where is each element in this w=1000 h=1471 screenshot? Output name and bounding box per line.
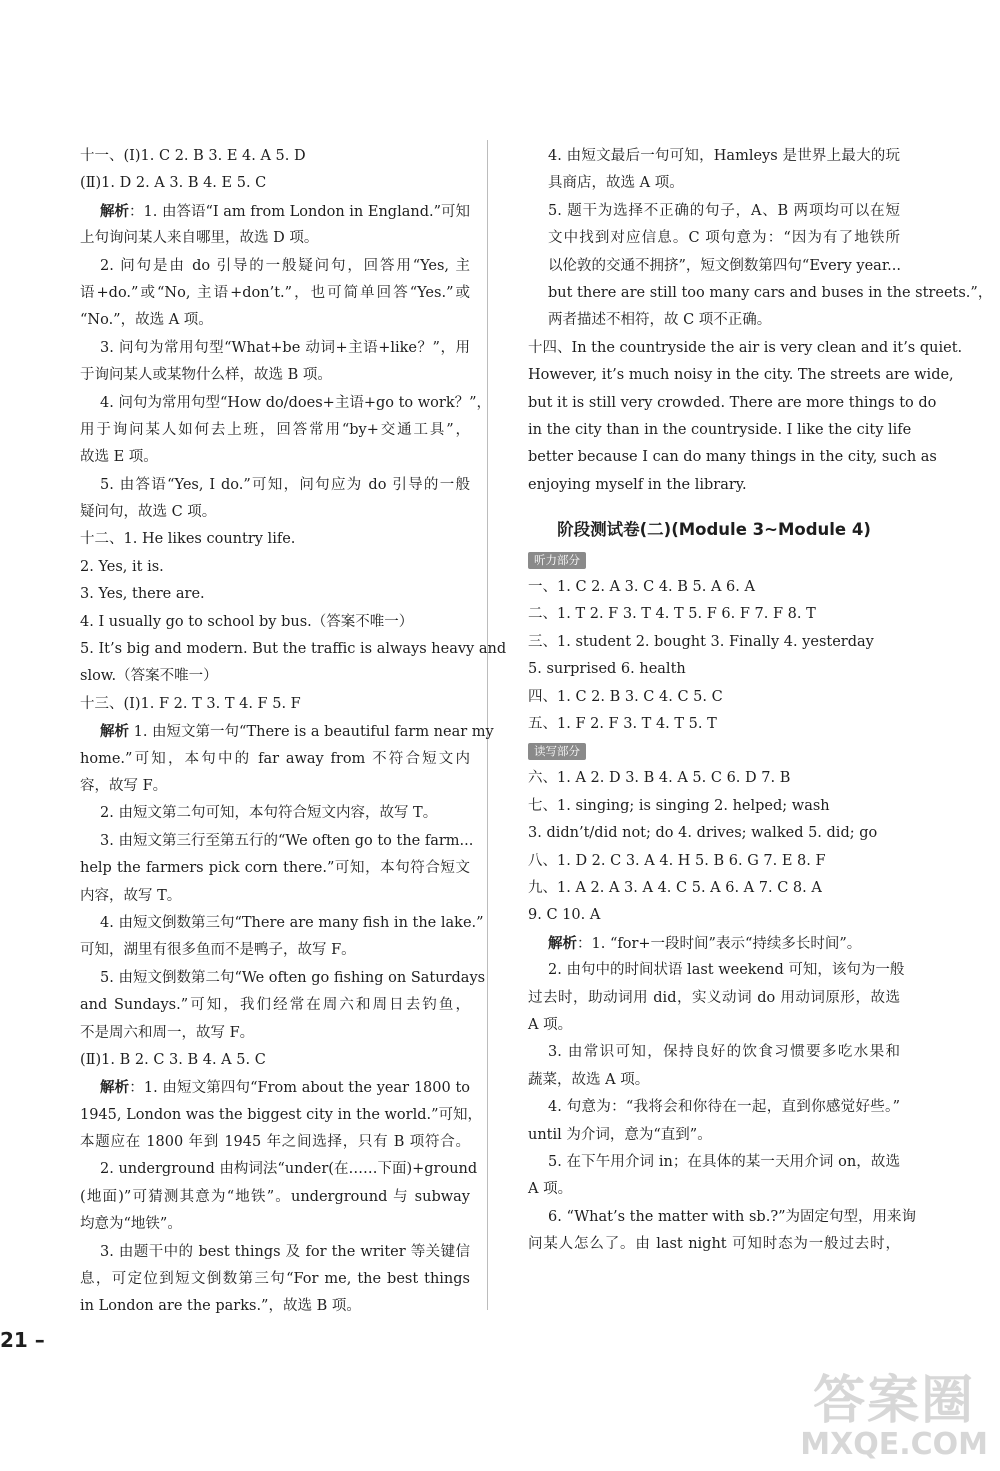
text-line	[80, 855, 470, 882]
text-line	[528, 198, 900, 225]
line-text: 内容，故写 T。	[80, 887, 182, 904]
line-text: 五、1. F 2. F 3. T 4. T 5. T	[528, 716, 717, 733]
line-text: but it is still very crowded. There are more things to do	[528, 394, 937, 411]
line-text: 容，故写 F。	[80, 777, 168, 794]
text-line	[80, 828, 474, 855]
line-text: 十一、(Ⅰ)1. C 2. B 3. E 4. A 5. D	[80, 148, 306, 164]
line-text: 故选 E 项。	[80, 449, 158, 466]
text-line	[80, 1047, 470, 1074]
analysis-label: 解析	[100, 723, 129, 741]
line-text: 疑问句，故选 C 项。	[80, 504, 217, 521]
line-text: 可知，湖里有很多鱼而不是鸭子，故写 F。	[80, 942, 356, 959]
listening-answers	[528, 574, 900, 738]
line-text: 上句询问某人来自哪里，故选 D 项。	[80, 230, 319, 247]
text-line	[80, 1293, 470, 1320]
text-line	[80, 526, 470, 553]
text-line	[80, 773, 470, 800]
text-line	[528, 902, 900, 929]
text-line	[80, 170, 470, 197]
line-text: home.”可知，本句中的 far away from 不符合短文内	[80, 750, 470, 767]
line-text: 3. 由题干中的 best things 及 for the writer 等关键信	[100, 1243, 470, 1260]
line-text: 八、1. D 2. C 3. A 4. H 5. B 6. G 7. E 8. F	[528, 852, 826, 869]
line-text: 2. 问句是由 do 引导的一般疑问句，回答用“Yes, 主	[100, 257, 470, 274]
text-line	[80, 307, 470, 334]
text-line	[80, 937, 470, 964]
left-column	[80, 143, 507, 1321]
watermark	[800, 1373, 988, 1461]
text-line	[80, 883, 470, 910]
line-text: 均意为“地铁”。	[80, 1216, 182, 1233]
line-text: 十二、1. He likes country life.	[80, 531, 296, 548]
text-line	[80, 910, 484, 937]
text-line	[80, 472, 470, 499]
text-line	[528, 1012, 900, 1039]
line-text: 4. I usually go to school by bus.（答案不唯一）	[80, 613, 414, 630]
text-line	[80, 1184, 470, 1211]
line-text: better because I can do many things in the city, such as	[528, 449, 937, 466]
line-text: 七、1. singing; is singing 2. helped; wash	[528, 797, 830, 814]
text-line	[80, 253, 470, 280]
text-line	[528, 985, 900, 1012]
line-text: in London are the parks.”，故选 B 项。	[80, 1298, 361, 1315]
listening-section-tag: 听力部分	[528, 552, 586, 569]
line-text: 具商店，故选 A 项。	[548, 175, 684, 192]
text-line	[528, 793, 900, 820]
text-line	[528, 335, 963, 362]
line-text: 一、1. C 2. A 3. C 4. B 5. A 6. A	[528, 579, 755, 596]
text-line	[80, 335, 470, 362]
answer-continuation	[528, 143, 993, 499]
text-line	[80, 581, 470, 608]
watermark-url: MXQE.COM	[800, 1427, 988, 1462]
text-line	[80, 636, 507, 663]
text-line	[528, 1094, 900, 1121]
line-text: 9. C 10. A	[528, 907, 601, 924]
line-text: 四、1. C 2. B 3. C 4. C 5. C	[528, 688, 723, 705]
reading-writing-answers	[528, 765, 917, 1258]
text-line	[528, 875, 900, 902]
line-text: 5. 由短文倒数第二句“We often go fishing on Saturdays	[100, 969, 486, 986]
line-text: 本题应在 1800 年到 1945 年之间选择，只有 B 项符合。	[80, 1134, 470, 1151]
line-text: A 项。	[528, 1016, 573, 1033]
text-line	[528, 574, 900, 601]
right-column	[528, 143, 993, 1258]
line-text: help the farmers pick corn there.”可知，本句符合短文	[80, 860, 470, 877]
line-text: 2. underground 由构词法“under(在……下面)+ground	[100, 1161, 478, 1178]
text-line	[80, 280, 470, 307]
text-line	[80, 718, 494, 745]
text-line	[528, 390, 937, 417]
text-line	[80, 1020, 470, 1047]
text-line	[80, 225, 470, 252]
text-line	[528, 601, 900, 628]
text-line	[80, 609, 470, 636]
line-text: (Ⅱ)1. B 2. C 3. B 4. A 5. C	[80, 1051, 266, 1068]
text-line	[528, 1231, 900, 1258]
line-text: ：1. 由短文第四句“From about the year 1800 to	[129, 1080, 470, 1097]
line-text: 3. Yes, there are.	[80, 586, 205, 603]
text-line	[80, 390, 492, 417]
text-line	[528, 472, 900, 499]
line-text: 过去时，助动词用 did，实义动词 do 用动词原形，故选	[528, 989, 900, 1006]
text-line	[528, 1176, 900, 1203]
line-text: but there are still too many cars and buses in the streets.”，	[548, 284, 993, 301]
watermark-logo: 答案圈	[813, 1371, 976, 1431]
line-text: in the city than in the countryside. I like the city life	[528, 421, 912, 438]
line-text: 3. didn’t/did not; do 4. drives; walked 5. did; go	[528, 825, 878, 842]
line-text: 5. 由答语“Yes, I do.”可知，问句应为 do 引导的一般	[100, 476, 470, 493]
line-text: until 为介词，意为“直到”。	[528, 1126, 712, 1143]
line-text: slow.（答案不唯一）	[80, 668, 218, 685]
line-text: 5. surprised 6. health	[528, 661, 686, 678]
line-text: 九、1. A 2. A 3. A 4. C 5. A 6. A 7. C 8. A	[528, 879, 822, 896]
text-line	[80, 663, 470, 690]
text-line	[80, 198, 470, 225]
text-line	[528, 417, 912, 444]
line-text: 4. 句意为：“我将会和你待在一起，直到你感觉好些。”	[548, 1099, 900, 1116]
line-text: 用于询问某人如何去上班，回答常用“by+交通工具”，	[80, 421, 470, 438]
text-line	[528, 848, 900, 875]
text-line	[80, 1129, 470, 1156]
reading-writing-section-tag: 读写部分	[528, 743, 586, 760]
text-line	[528, 225, 900, 252]
text-line	[528, 765, 900, 792]
line-text: (地面)”可猜测其意为“地铁”。underground 与 subway	[80, 1188, 470, 1205]
line-text: 于询问某人或某物什么样，故选 B 项。	[80, 367, 332, 384]
line-text: 十四、In the countryside the air is very clean and it’s quiet.	[528, 339, 963, 356]
line-text: 4. 由短文倒数第三句“There are many fish in the lake.”	[100, 914, 484, 931]
text-line	[528, 656, 900, 683]
text-line	[528, 307, 900, 334]
text-line	[80, 1266, 470, 1293]
line-text: 两者描述不相符，故 C 项不正确。	[548, 312, 772, 329]
line-text: 蔬菜，故选 A 项。	[528, 1071, 650, 1088]
text-line	[528, 253, 900, 280]
section-title: 阶段测试卷(二)(Module 3~Module 4)	[557, 520, 871, 540]
line-text: 5. 题干为选择不正确的句子，A、B 两项均可以在短	[548, 202, 900, 219]
line-text: 1. 由短文第一句“There is a beautiful farm near my	[129, 724, 494, 741]
line-text: 2. Yes, it is.	[80, 558, 164, 575]
text-line	[528, 1122, 900, 1149]
line-text: and Sundays.”可知，我们经常在周六和周日去钓鱼，	[80, 997, 470, 1014]
text-line	[528, 957, 905, 984]
line-text: 4. 问句为常用句型“How do/does+主语+go to work？”，	[100, 394, 492, 411]
text-line	[80, 746, 470, 773]
line-text: 问某人怎么了。由 last night 可知时态为一般过去时，	[528, 1236, 900, 1253]
line-text: 1945, London was the biggest city in the world.”可知，	[80, 1106, 483, 1123]
text-line	[80, 362, 470, 389]
text-line	[528, 1204, 917, 1231]
text-line	[528, 711, 900, 738]
line-text: 6. “What’s the matter with sb.?”为固定句型，用来询	[548, 1208, 917, 1225]
line-text: (Ⅱ)1. D 2. A 3. B 4. E 5. C	[80, 175, 267, 192]
line-text: 息，可定位到短文倒数第三句“For me, the best things	[80, 1271, 470, 1288]
line-text: 文中找到对应信息。C 项句意为：“因为有了地铁所	[548, 230, 900, 247]
line-text: 3. 问句为常用句型“What+be 动词+主语+like？”，用	[100, 339, 470, 356]
text-line	[80, 444, 470, 471]
line-text: enjoying myself in the library.	[528, 476, 747, 493]
text-line	[80, 417, 470, 444]
text-line	[80, 1211, 470, 1238]
line-text: 以伦敦的交通不拥挤”，短文倒数第四句“Every year...	[548, 257, 901, 274]
line-text: 语+do.”或“No, 主语+don’t.”，也可简单回答“Yes.”或	[80, 284, 470, 301]
text-line	[528, 820, 900, 847]
line-text: A 项。	[528, 1181, 573, 1198]
line-text: However, it’s much noisy in the city. The streets are wide,	[528, 367, 954, 384]
text-line	[80, 965, 486, 992]
text-line	[80, 992, 470, 1019]
line-text: 十三、(Ⅰ)1. F 2. T 3. T 4. F 5. F	[80, 695, 301, 712]
text-line	[528, 280, 993, 307]
line-text: 5. 在下午用介词 in；在具体的某一天用介词 on，故选	[548, 1153, 900, 1170]
text-line	[80, 800, 470, 827]
line-text: 2. 由句中的时间状语 last weekend 可知，该句为一般	[548, 962, 905, 979]
line-text: 三、1. student 2. bought 3. Finally 4. yesterday	[528, 633, 874, 650]
line-text: 2. 由短文第二句可知，本句符合短文内容，故写 T。	[100, 805, 438, 822]
text-line	[528, 1067, 900, 1094]
line-text: ：1. 由答语“I am from London in England.”可知	[129, 203, 470, 220]
line-text: 5. It’s big and modern. But the traffic is always heavy and	[80, 641, 507, 658]
text-line	[528, 629, 900, 656]
line-text: “No.”，故选 A 项。	[80, 312, 213, 329]
line-text: 3. 由短文第三行至第五行的“We often go to the farm...	[100, 832, 474, 849]
text-line	[80, 143, 470, 170]
text-line	[528, 1149, 900, 1176]
analysis-label: 解析	[100, 202, 130, 220]
text-line	[528, 1039, 900, 1066]
analysis-label: 解析	[100, 1079, 130, 1097]
text-line	[80, 499, 470, 526]
text-line	[80, 1156, 478, 1183]
analysis-label: 解析	[548, 934, 577, 952]
page-number: 21 –	[0, 1328, 45, 1352]
line-text: 不是周六和周一，故写 F。	[80, 1024, 255, 1041]
text-line	[528, 444, 937, 471]
text-line	[528, 362, 954, 389]
text-line	[80, 1074, 470, 1101]
text-line	[528, 143, 900, 170]
text-line	[80, 691, 470, 718]
line-text: ：1. “for+一段时间”表示“持续多长时间”。	[577, 935, 862, 952]
text-line	[80, 554, 470, 581]
text-line	[80, 1102, 483, 1129]
text-line	[528, 930, 900, 957]
line-text: 二、1. T 2. F 3. T 4. T 5. F 6. F 7. F 8. T	[528, 606, 816, 623]
line-text: 3. 由常识可知，保持良好的饮食习惯要多吃水果和	[548, 1044, 900, 1061]
text-line	[528, 170, 900, 197]
line-text: 六、1. A 2. D 3. B 4. A 5. C 6. D 7. B	[528, 770, 791, 787]
text-line	[80, 1239, 470, 1266]
text-line	[528, 684, 900, 711]
line-text: 4. 由短文最后一句可知，Hamleys 是世界上最大的玩	[548, 148, 900, 164]
